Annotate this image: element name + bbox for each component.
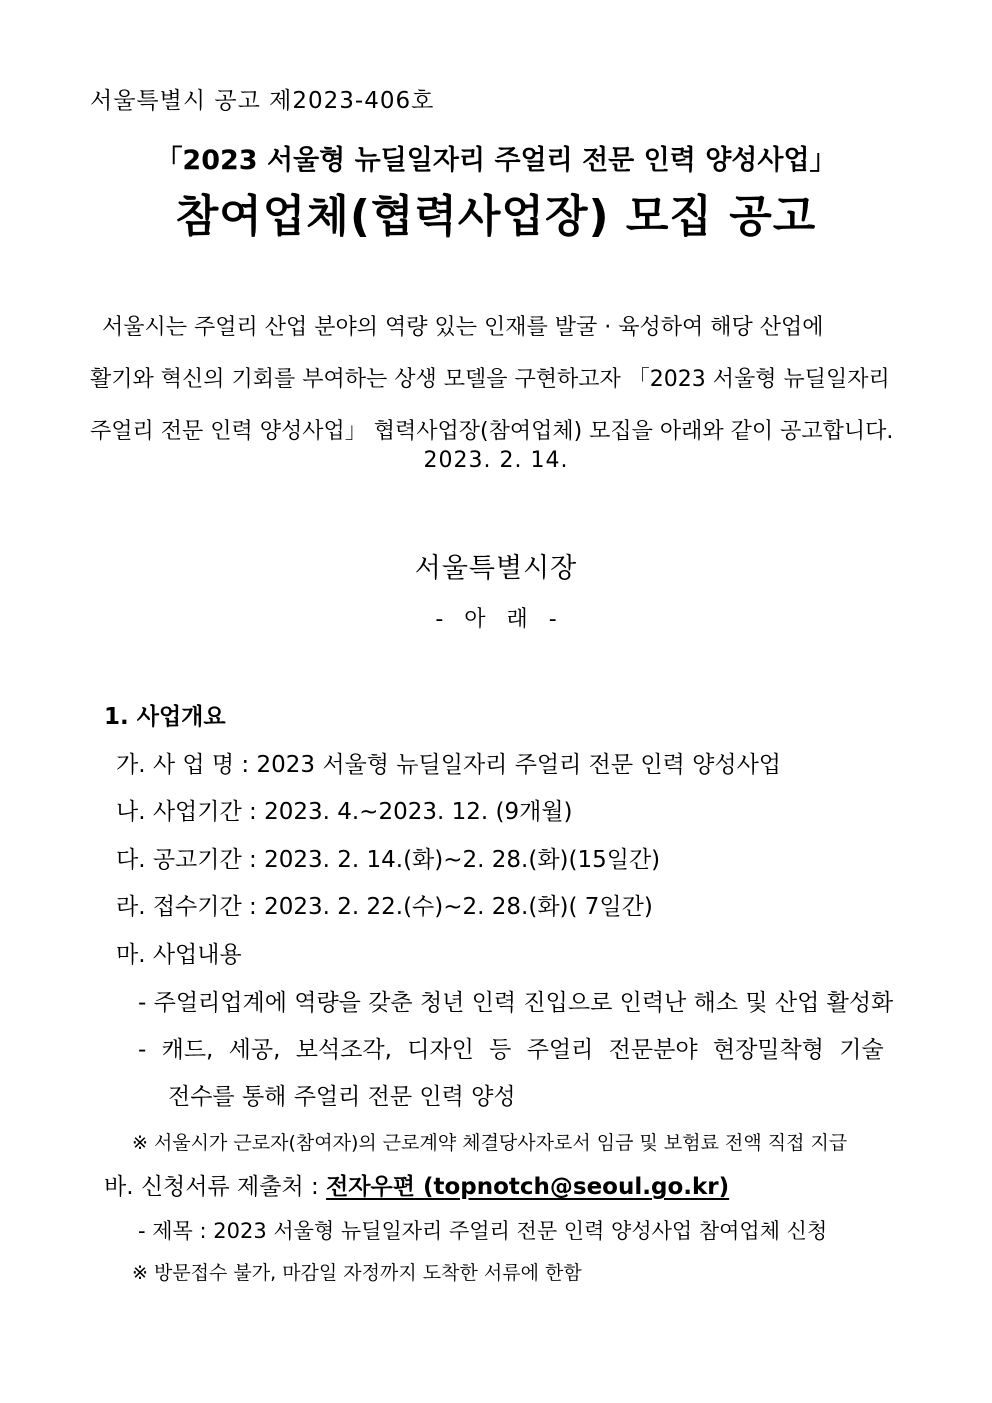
notice-date: 2023. 2. 14.: [423, 448, 569, 473]
intro-line-3: 주얼리 전문 인력 양성사업」 협력사업장(참여업체) 모집을 아래와 같이 공고합니다.: [90, 419, 894, 444]
page-title: 참여업체(협력사업장) 모집 공고: [175, 191, 817, 242]
content-point-1: - 주얼리업계에 역량을 갖춘 청년 인력 진입으로 인력난 해소 및 산업 활성화: [138, 990, 894, 1016]
submission-email[interactable]: 전자우편 (topnotch@seoul.go.kr): [326, 1174, 730, 1200]
below-marker: - 아 래 -: [435, 607, 557, 632]
item-project-name: 가. 사 업 명 : 2023 서울형 뉴딜일자리 주얼리 전문 인력 양성사업: [116, 752, 782, 778]
section-heading-overview: 1. 사업개요: [104, 704, 226, 730]
notice-number: 서울특별시 공고 제2023-406호: [90, 88, 435, 114]
intro-paragraph: [90, 302, 905, 458]
wage-note: ※ 서울시가 근로자(참여자)의 근로계약 체결당사자로서 임금 및 보험료 전액 직접 지급: [132, 1132, 848, 1154]
item-notice-period: 다. 공고기간 : 2023. 2. 14.(화)~2. 28.(화)(15일간): [116, 847, 661, 873]
item-project-period: 나. 사업기간 : 2023. 4.~2023. 12. (9개월): [116, 799, 573, 825]
submission-label: 바. 신청서류 제출처 :: [104, 1174, 327, 1200]
program-subtitle: 「2023 서울형 뉴딜일자리 주얼리 전문 인력 양성사업」: [155, 145, 837, 176]
visit-note: ※ 방문접수 불가, 마감일 자정까지 도착한 서류에 한함: [132, 1262, 582, 1284]
issuer: 서울특별시장: [414, 553, 578, 584]
content-point-2-continued: 전수를 통해 주얼리 전문 인력 양성: [168, 1084, 516, 1110]
item-submission: [104, 1168, 729, 1201]
intro-line-2: 활기와 혁신의 기회를 부여하는 상생 모델을 구현하고자 「2023 서울형 뉴딜일자리: [90, 367, 890, 392]
content-point-2: - 캐드, 세공, 보석조각, 디자인 등 주얼리 전문분야 현장밀착형 기술: [138, 1037, 884, 1063]
item-project-content: 마. 사업내용: [116, 942, 242, 968]
intro-line-1: 서울시는 주얼리 산업 분야의 역량 있는 인재를 발굴 · 육성하여 해당 산업에: [102, 315, 824, 340]
email-subject-line: - 제목 : 2023 서울형 뉴딜일자리 주얼리 전문 인력 양성사업 참여업체 신청: [138, 1219, 828, 1243]
item-application-period: 라. 접수기간 : 2023. 2. 22.(수)~2. 28.(화)( 7일간): [116, 894, 653, 920]
